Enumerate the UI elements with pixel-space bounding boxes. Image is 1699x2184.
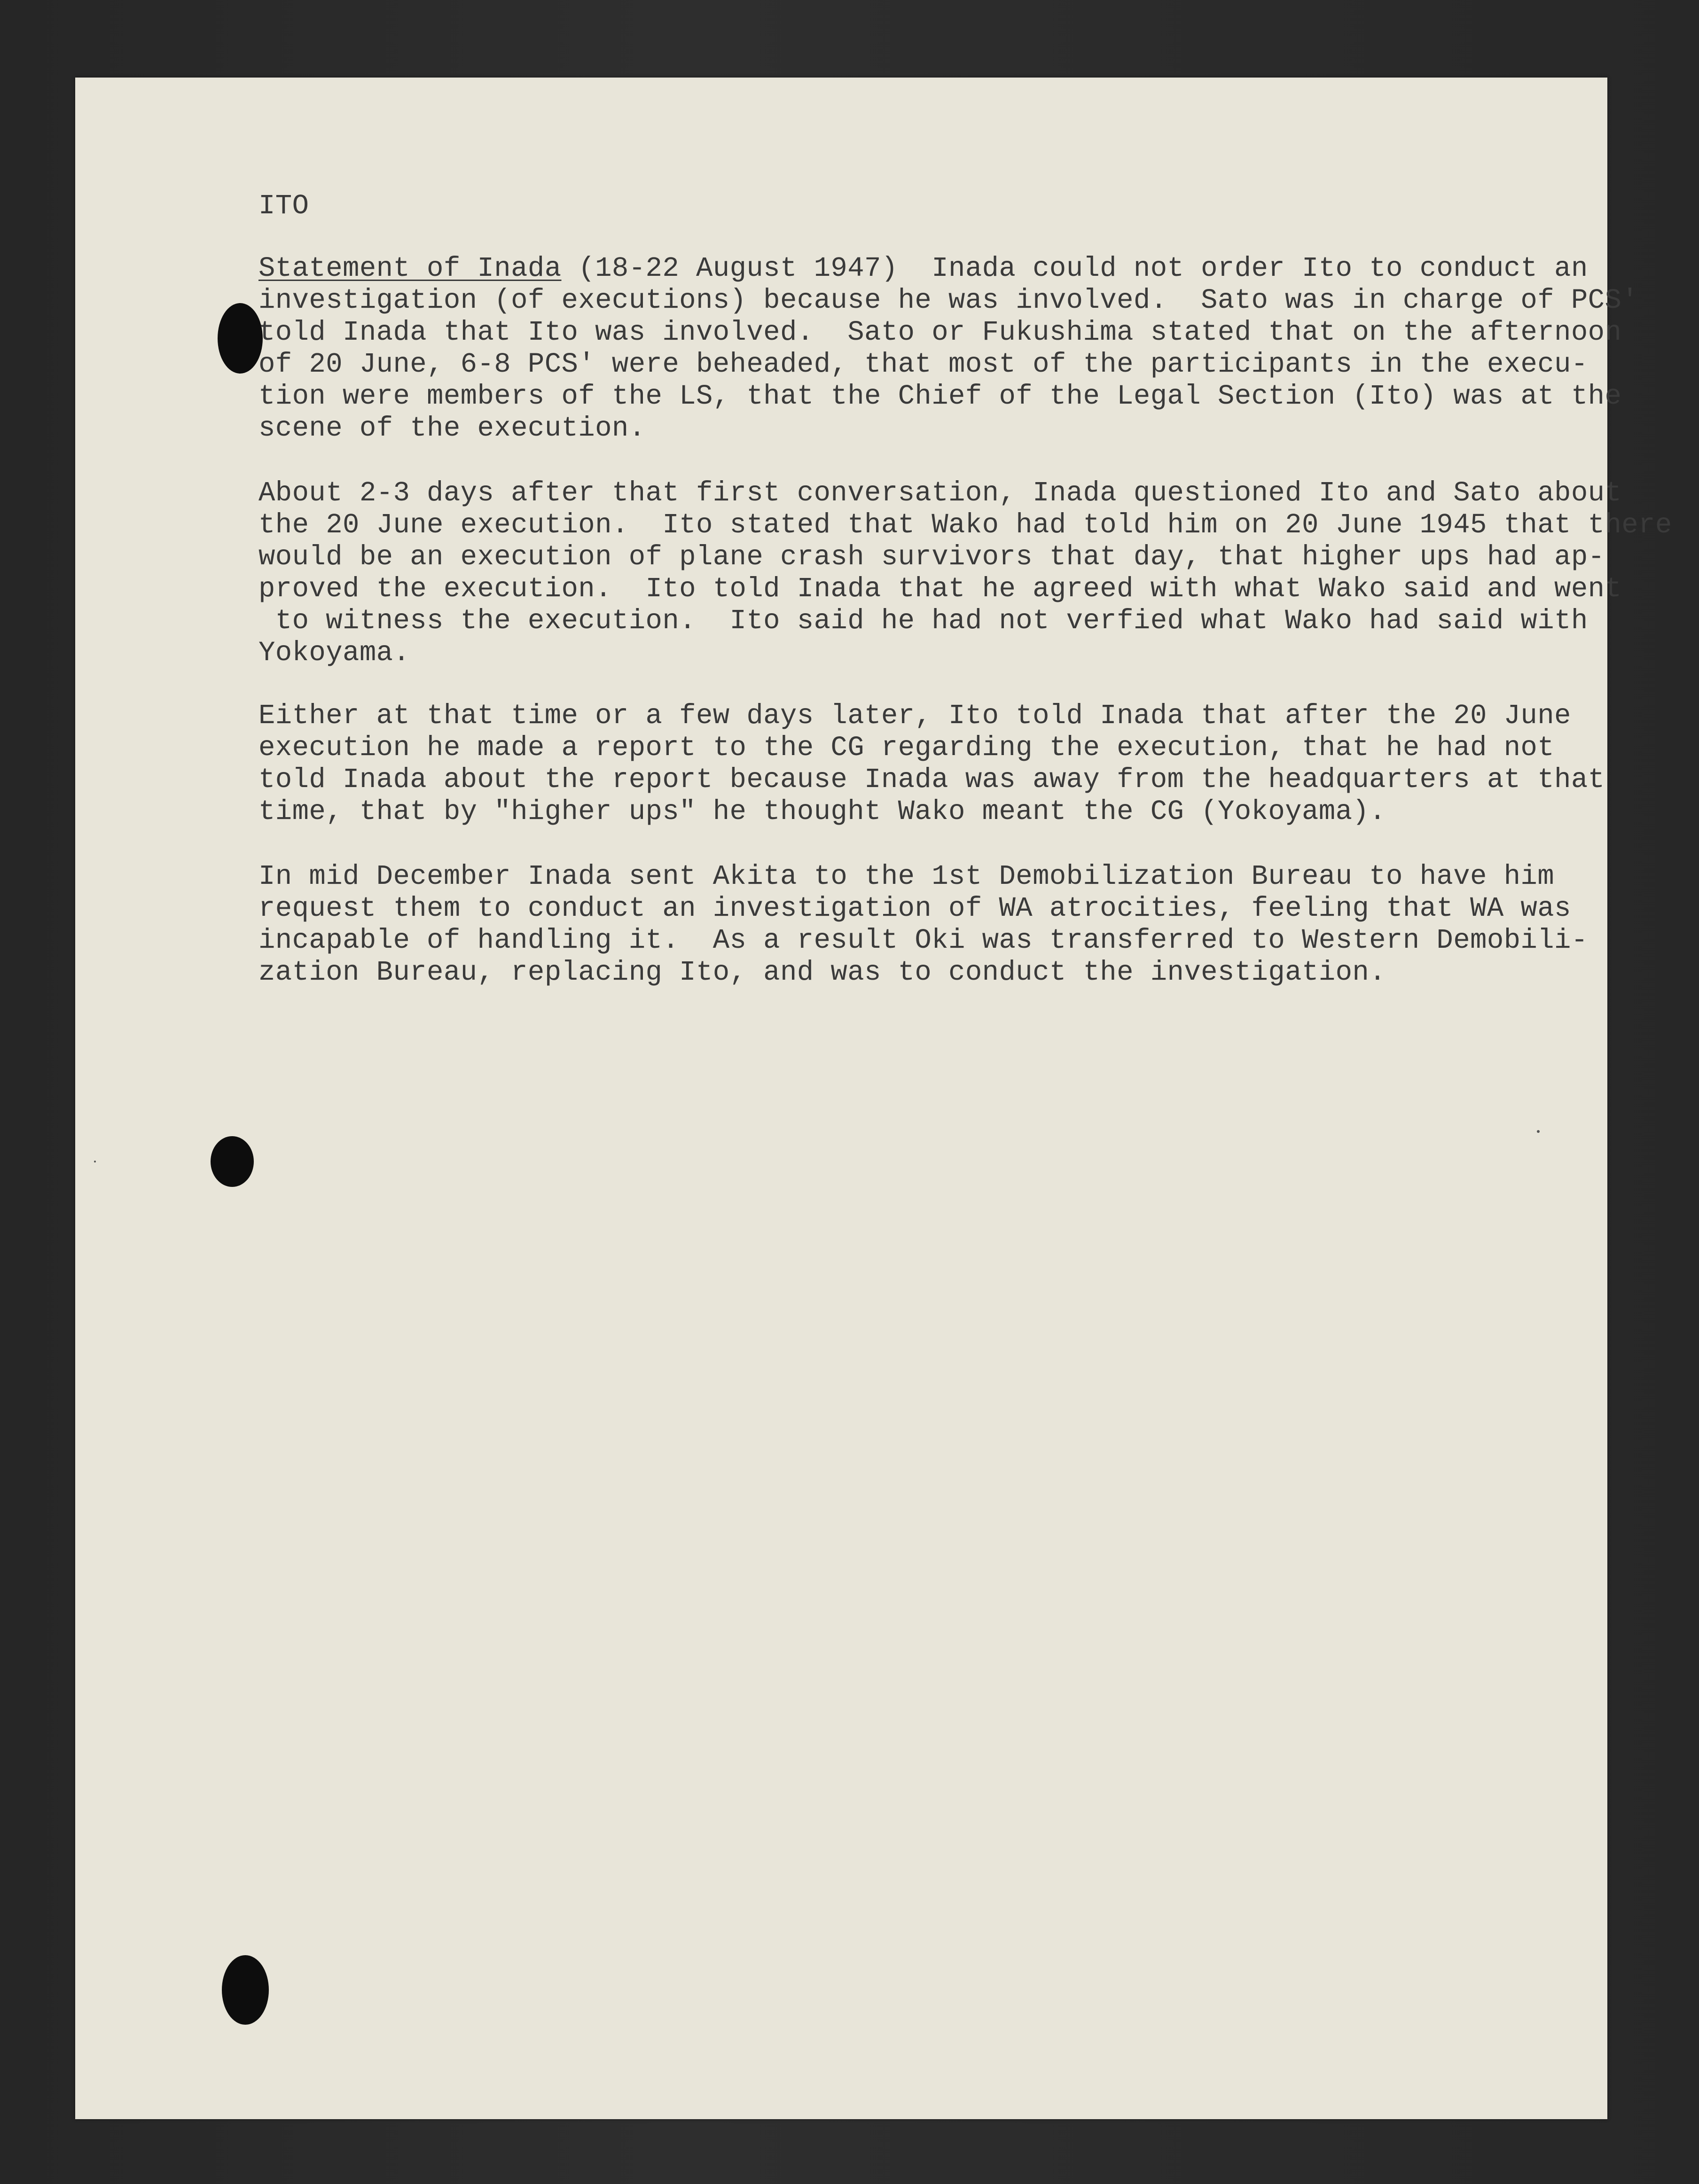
paragraph-statement-of-inada bbox=[258, 253, 1638, 445]
paragraph-line: investigation (of executions) because he was involved. Sato was in charge of PCS' bbox=[258, 285, 1639, 316]
paragraph-line: scene of the execution. bbox=[258, 413, 646, 444]
paragraph-questioning bbox=[258, 477, 1672, 669]
paragraph-line: proved the execution. Ito told Inada that he agreed with what Wako said and went bbox=[258, 573, 1622, 605]
section-title: Statement of Inada bbox=[258, 253, 562, 284]
paper-speck bbox=[94, 1161, 96, 1162]
paragraph-line: Either at that time or a few days later, Ito told Inada that after the 20 June bbox=[258, 700, 1571, 732]
paper-speck bbox=[1537, 1130, 1540, 1133]
punch-hole-middle bbox=[211, 1136, 254, 1187]
paragraph-line: execution he made a report to the CG regarding the execution, that he had not bbox=[258, 732, 1555, 764]
punch-hole-bottom bbox=[222, 1955, 269, 2025]
paragraph-line: the 20 June execution. Ito stated that Wako had told him on 20 June 1945 that there bbox=[258, 509, 1672, 541]
paragraph-line: of 20 June, 6-8 PCS' were beheaded, that most of the participants in the execu- bbox=[258, 349, 1588, 380]
paragraph-line: told Inada that Ito was involved. Sato or Fukushima stated that on the afternoon bbox=[258, 317, 1622, 348]
paragraph-report bbox=[258, 700, 1605, 828]
paragraph-line: zation Bureau, replacing Ito, and was to conduct the investigation. bbox=[258, 957, 1386, 988]
paragraph-line: would be an execution of plane crash survivors that day, that higher ups had ap- bbox=[258, 541, 1605, 573]
page-heading: ITO bbox=[258, 190, 309, 222]
paragraph-line: time, that by "higher ups" he thought Wako meant the CG (Yokoyama). bbox=[258, 796, 1386, 827]
paragraph-line: tion were members of the LS, that the Chief of the Legal Section (Ito) was at the bbox=[258, 381, 1622, 412]
paragraph-line: told Inada about the report because Inada was away from the headquarters at that bbox=[258, 764, 1605, 796]
paragraph-line: About 2-3 days after that first conversation, Inada questioned Ito and Sato about bbox=[258, 477, 1622, 509]
punch-hole-top bbox=[218, 303, 263, 374]
paragraph-line: request them to conduct an investigation of WA atrocities, feeling that WA was bbox=[258, 893, 1571, 924]
paragraph-line: Yokoyama. bbox=[258, 637, 410, 669]
paragraph-line: incapable of handling it. As a result Oki was transferred to Western Demobili- bbox=[258, 925, 1588, 956]
paragraph-line: In mid December Inada sent Akita to the 1st Demobilization Bureau to have him bbox=[258, 861, 1555, 892]
paragraph-line: (18-22 August 1947) Inada could not order Ito to conduct an bbox=[561, 253, 1588, 284]
paragraph-investigation bbox=[258, 861, 1588, 989]
paragraph-line: to witness the execution. Ito said he had not verfied what Wako had said with bbox=[258, 605, 1588, 637]
